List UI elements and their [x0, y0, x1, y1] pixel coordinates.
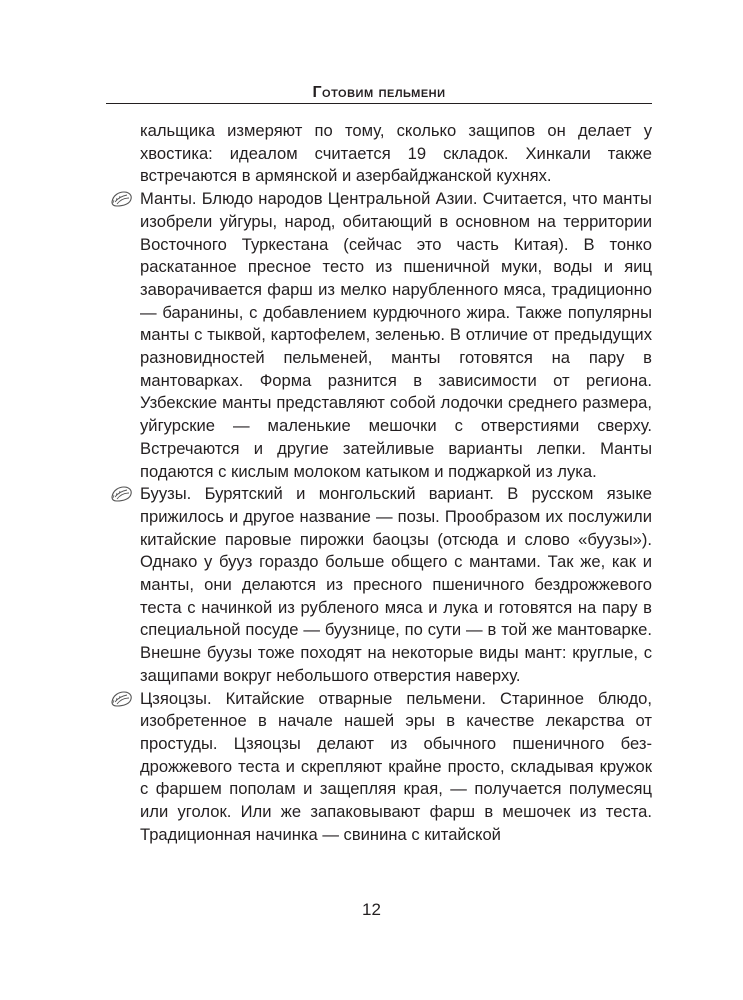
header-divider: [106, 103, 652, 104]
dumpling-icon: [110, 190, 134, 208]
dumpling-icon: [110, 485, 134, 503]
paragraph-text: Цзяоцзы. Китайские отварные пельмени. Старинное блюдо, изобретенное в начале нашей эры в качестве лекарства от простуды. Цзяоцзы делают из обычного пшеничного бездрожжевого теста и скрепляют крайне просто, складывая кружок с фаршем пополам и защепляя края, — получается полумесяц или уголок. Или же запаковывают фарш в мешочек из теста. Традиционная начинка — свинина с китайской: [140, 688, 652, 844]
page-number: 12: [362, 900, 381, 919]
paragraph-continuation: [140, 120, 652, 188]
paragraph-text: кальщика измеряют по тому, сколько защипов он делает у хвостика: идеалом считается 19 складок. Хинкали также встречаются в армянской и азербайджанской кухнях.: [140, 121, 652, 186]
paragraph-buuzy: [140, 483, 652, 687]
paragraph-jiaozi: [140, 688, 652, 847]
paragraph-text: Буузы. Бурятский и монгольский вариант. В русском языке прижилось и другое название — позы. Прообразом их послужили китайские паровые пирожки баоцзы (отсюда и слово «буузы»). Однако у бууз гораздо больше общего с мантами. Так же, как и манты, они делаются из пресного пшеничного бездрожжевого теста с начинкой из рубленого мяса и лука и готовятся на пару в специальной посуде — буузнице, по сути — в той же мантоварке. Внешне буузы тоже походят на некоторые виды мант: круглые, с защипами вокруг небольшого отверстия наверху.: [140, 484, 652, 685]
page-body: [140, 120, 652, 847]
running-header: Готовим пельмени: [312, 84, 446, 101]
paragraph-manty: [140, 188, 652, 483]
paragraph-text: Манты. Блюдо народов Центральной Азии. Считается, что манты изобрели уйгуры, народ, обитающий в основном на территории Восточного Туркестана (сейчас это часть Китая). В тонко раскатанное пресное тесто из пшеничной муки, воды и яиц заворачивается фарш из мелко нарубленного мяса, традиционно — баранины, с добавлением курдючного жира. Также популярны манты с тыквой, картофелем, зеленью. В отличие от предыдущих разновидностей пельменей, манты готовятся на пару в мантоварках. Форма разнится в зависимости от региона. Узбекские манты представляют собой лодочки среднего размера, уйгурские — маленькие мешочки с отверстиями сверху. Встречаются и другие затейливые варианты лепки. Манты подаются с кислым молоком катыком и поджаркой из лука.: [140, 189, 652, 481]
dumpling-icon: [110, 690, 134, 708]
